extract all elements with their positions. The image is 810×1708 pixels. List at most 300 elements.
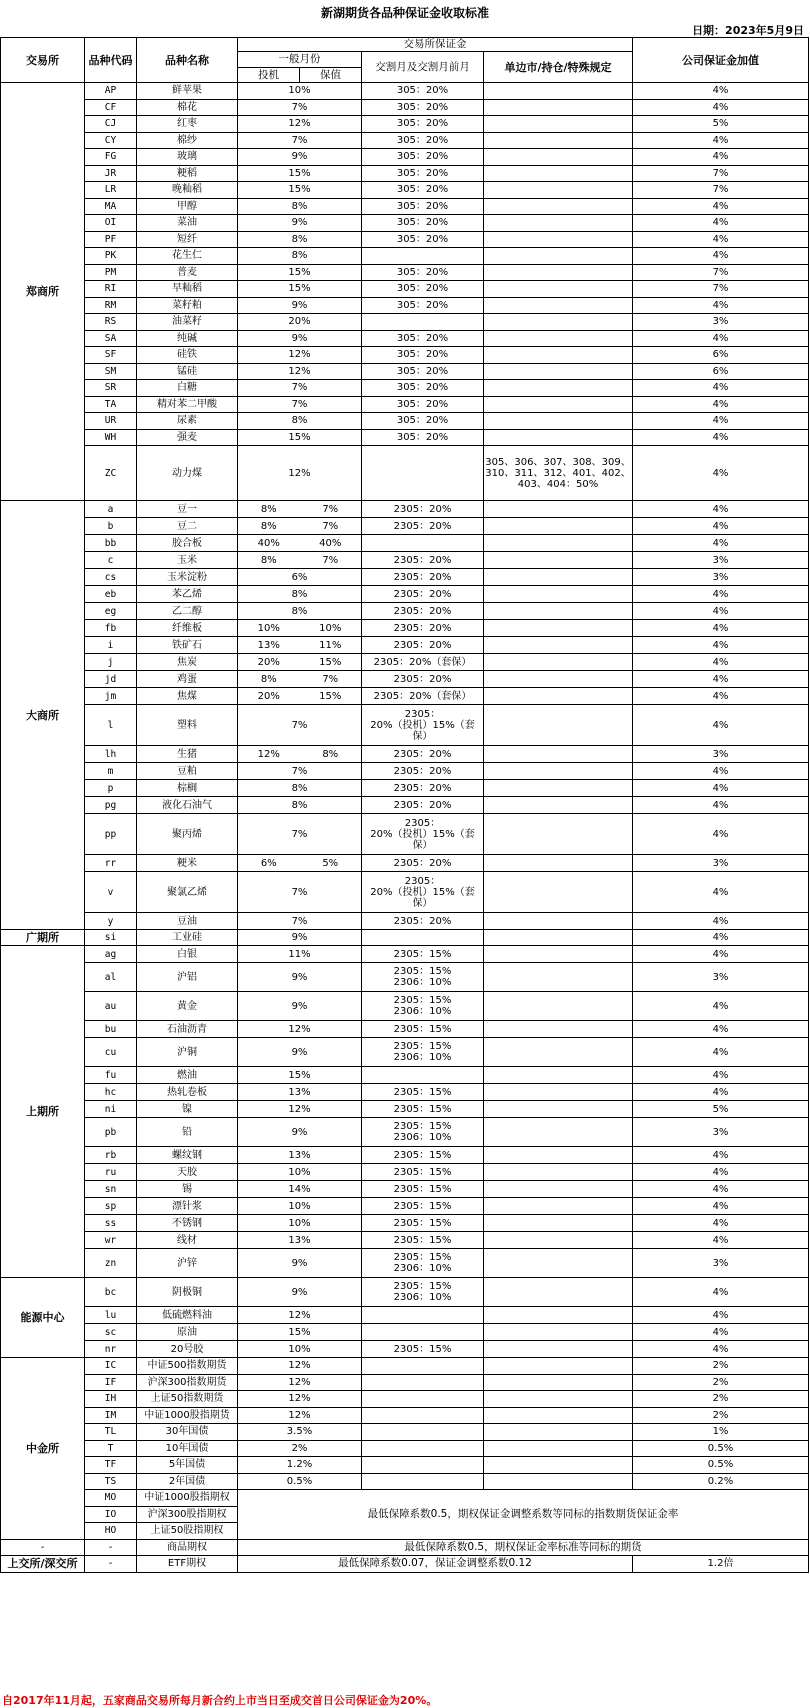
company-add-cell: 4% bbox=[633, 620, 809, 637]
general-margin-cell: 1.2% bbox=[238, 1457, 362, 1474]
exchange-cell: - bbox=[1, 1539, 85, 1556]
delivery-margin-cell: 2305： 20%（投机）15%（套保） bbox=[362, 814, 484, 855]
general-margin-cell: 13% bbox=[238, 1147, 362, 1164]
special-cell bbox=[484, 586, 633, 603]
special-cell bbox=[484, 1440, 633, 1457]
table-row bbox=[1, 1424, 809, 1441]
table-row bbox=[1, 501, 809, 518]
special-cell bbox=[484, 746, 633, 763]
special-cell bbox=[484, 1198, 633, 1215]
general-margin-cell: 15% bbox=[238, 1324, 362, 1341]
special-cell bbox=[484, 297, 633, 314]
delivery-margin-cell: 2305：15% bbox=[362, 1147, 484, 1164]
special-cell bbox=[484, 1164, 633, 1181]
table-row bbox=[1, 363, 809, 380]
delivery-margin-cell: 2305：20% bbox=[362, 913, 484, 930]
table-row bbox=[1, 413, 809, 430]
options-note-cell: 最低保障系数0.5，期权保证金率标准等同标的期货 bbox=[238, 1539, 809, 1556]
name-cell: 玉米 bbox=[137, 552, 238, 569]
company-add-cell: 4% bbox=[633, 1278, 809, 1307]
code-cell: MA bbox=[85, 198, 137, 215]
special-cell bbox=[484, 149, 633, 166]
special-cell bbox=[484, 198, 633, 215]
general-margin-cell: 9% bbox=[238, 1038, 362, 1067]
code-cell: au bbox=[85, 992, 137, 1021]
company-add-cell: 4% bbox=[633, 637, 809, 654]
code-cell: wr bbox=[85, 1232, 137, 1249]
delivery-margin-cell: 2305：15% bbox=[362, 1198, 484, 1215]
header-delivery-month: 交割月及交割月前月 bbox=[362, 52, 484, 83]
general-margin-cell: 10% bbox=[238, 1341, 362, 1358]
delivery-margin-cell bbox=[362, 314, 484, 331]
name-cell: 上证50指数期货 bbox=[137, 1391, 238, 1408]
header-exchange-margin: 交易所保证金 bbox=[238, 38, 633, 52]
code-cell: nr bbox=[85, 1341, 137, 1358]
delivery-margin-cell bbox=[362, 1324, 484, 1341]
name-cell: 铁矿石 bbox=[137, 637, 238, 654]
header-company-add: 公司保证金加值 bbox=[633, 38, 809, 83]
code-cell: TL bbox=[85, 1424, 137, 1441]
table-row bbox=[1, 1249, 809, 1278]
delivery-margin-cell bbox=[362, 1358, 484, 1375]
special-cell bbox=[484, 535, 633, 552]
table-row bbox=[1, 603, 809, 620]
company-add-cell: 4% bbox=[633, 1232, 809, 1249]
name-cell: 原油 bbox=[137, 1324, 238, 1341]
table-row bbox=[1, 913, 809, 930]
name-cell: 黄金 bbox=[137, 992, 238, 1021]
special-cell bbox=[484, 913, 633, 930]
delivery-margin-cell: 2305：15% bbox=[362, 1164, 484, 1181]
name-cell: 商品期权 bbox=[137, 1539, 238, 1556]
special-cell bbox=[484, 99, 633, 116]
name-cell: 热轧卷板 bbox=[137, 1084, 238, 1101]
delivery-margin-cell bbox=[362, 1391, 484, 1408]
special-cell bbox=[484, 182, 633, 199]
code-cell: y bbox=[85, 913, 137, 930]
company-add-cell: 0.5% bbox=[633, 1457, 809, 1474]
special-cell bbox=[484, 814, 633, 855]
code-cell: p bbox=[85, 780, 137, 797]
code-cell: RS bbox=[85, 314, 137, 331]
table-row bbox=[1, 946, 809, 963]
table-row bbox=[1, 1021, 809, 1038]
special-cell bbox=[484, 963, 633, 992]
general-margin-cell: 8% bbox=[238, 231, 362, 248]
hedge-margin-cell: 15% bbox=[300, 654, 362, 671]
delivery-margin-cell: 305：20% bbox=[362, 198, 484, 215]
code-cell: IM bbox=[85, 1407, 137, 1424]
code-cell: m bbox=[85, 763, 137, 780]
general-margin-cell: 12% bbox=[238, 116, 362, 133]
special-cell bbox=[484, 946, 633, 963]
table-row bbox=[1, 1556, 809, 1573]
company-add-cell: 4% bbox=[633, 1198, 809, 1215]
table-row bbox=[1, 99, 809, 116]
margin-table-body bbox=[1, 83, 809, 1573]
name-cell: 沪铝 bbox=[137, 963, 238, 992]
name-cell: 豆二 bbox=[137, 518, 238, 535]
delivery-margin-cell bbox=[362, 1457, 484, 1474]
special-cell bbox=[484, 603, 633, 620]
spec-margin-cell: 12% bbox=[238, 746, 300, 763]
name-cell: 中证1000股指期货 bbox=[137, 1407, 238, 1424]
delivery-margin-cell: 2305：15% bbox=[362, 1021, 484, 1038]
name-cell: 沪锌 bbox=[137, 1249, 238, 1278]
general-margin-cell: 7% bbox=[238, 814, 362, 855]
name-cell: 普麦 bbox=[137, 264, 238, 281]
general-margin-cell: 8% bbox=[238, 248, 362, 265]
name-cell: 上证50股指期权 bbox=[137, 1523, 238, 1540]
delivery-margin-cell: 2305：15% 2306：10% bbox=[362, 992, 484, 1021]
code-cell: l bbox=[85, 705, 137, 746]
special-cell bbox=[484, 1424, 633, 1441]
delivery-margin-cell: 2305：20% bbox=[362, 797, 484, 814]
code-cell: rb bbox=[85, 1147, 137, 1164]
company-add-cell: 4% bbox=[633, 705, 809, 746]
hedge-margin-cell: 7% bbox=[300, 552, 362, 569]
general-margin-cell: 7% bbox=[238, 396, 362, 413]
name-cell: 乙二醇 bbox=[137, 603, 238, 620]
table-row bbox=[1, 1407, 809, 1424]
name-cell: 焦煤 bbox=[137, 688, 238, 705]
name-cell: 工业硅 bbox=[137, 930, 238, 946]
exchange-cell: 上期所 bbox=[1, 946, 85, 1278]
special-cell bbox=[484, 1118, 633, 1147]
code-cell: WH bbox=[85, 429, 137, 446]
code-cell: sp bbox=[85, 1198, 137, 1215]
code-cell: a bbox=[85, 501, 137, 518]
general-margin-cell: 15% bbox=[238, 264, 362, 281]
table-row bbox=[1, 797, 809, 814]
company-add-cell: 2% bbox=[633, 1391, 809, 1408]
company-add-cell: 4% bbox=[633, 992, 809, 1021]
name-cell: 沪深300指数期货 bbox=[137, 1374, 238, 1391]
name-cell: 天胶 bbox=[137, 1164, 238, 1181]
special-cell bbox=[484, 1278, 633, 1307]
special-cell bbox=[484, 83, 633, 100]
special-cell bbox=[484, 264, 633, 281]
company-add-cell: 0.2% bbox=[633, 1473, 809, 1490]
general-margin-cell: 14% bbox=[238, 1181, 362, 1198]
general-margin-cell: 8% bbox=[238, 198, 362, 215]
general-margin-cell: 3.5% bbox=[238, 1424, 362, 1441]
company-add-cell: 4% bbox=[633, 535, 809, 552]
code-cell: v bbox=[85, 872, 137, 913]
code-cell: - bbox=[85, 1539, 137, 1556]
table-row bbox=[1, 281, 809, 298]
special-cell bbox=[484, 688, 633, 705]
company-add-cell: 4% bbox=[633, 1215, 809, 1232]
company-add-cell: 4% bbox=[633, 1038, 809, 1067]
table-row bbox=[1, 1118, 809, 1147]
table-row bbox=[1, 1539, 809, 1556]
general-margin-cell: 7% bbox=[238, 763, 362, 780]
company-add-cell: 3% bbox=[633, 569, 809, 586]
general-margin-cell: 7% bbox=[238, 872, 362, 913]
general-margin-cell: 9% bbox=[238, 1278, 362, 1307]
delivery-margin-cell: 2305： 20%（投机）15%（套保） bbox=[362, 872, 484, 913]
exchange-cell: 郑商所 bbox=[1, 83, 85, 501]
hedge-margin-cell: 7% bbox=[300, 518, 362, 535]
company-add-cell: 4% bbox=[633, 780, 809, 797]
company-add-cell: 4% bbox=[633, 396, 809, 413]
company-add-cell: 4% bbox=[633, 413, 809, 430]
general-margin-cell: 12% bbox=[238, 1407, 362, 1424]
general-margin-cell: 9% bbox=[238, 297, 362, 314]
general-margin-cell: 7% bbox=[238, 99, 362, 116]
name-cell: 白糖 bbox=[137, 380, 238, 397]
code-cell: sc bbox=[85, 1324, 137, 1341]
delivery-margin-cell: 305：20% bbox=[362, 380, 484, 397]
code-cell: rr bbox=[85, 855, 137, 872]
special-cell bbox=[484, 231, 633, 248]
code-cell: JR bbox=[85, 165, 137, 182]
code-cell: cu bbox=[85, 1038, 137, 1067]
code-cell: lh bbox=[85, 746, 137, 763]
company-add-cell: 7% bbox=[633, 182, 809, 199]
code-cell: hc bbox=[85, 1084, 137, 1101]
code-cell: PF bbox=[85, 231, 137, 248]
spec-margin-cell: 8% bbox=[238, 552, 300, 569]
company-add-cell: 7% bbox=[633, 264, 809, 281]
code-cell: SR bbox=[85, 380, 137, 397]
code-cell: fb bbox=[85, 620, 137, 637]
code-cell: TF bbox=[85, 1457, 137, 1474]
special-cell bbox=[484, 1324, 633, 1341]
special-cell bbox=[484, 1232, 633, 1249]
code-cell: SA bbox=[85, 330, 137, 347]
general-margin-cell: 7% bbox=[238, 380, 362, 397]
table-row bbox=[1, 1341, 809, 1358]
special-cell: 305、306、307、308、309、310、311、312、401、402、403、404：50% bbox=[484, 446, 633, 501]
table-row bbox=[1, 763, 809, 780]
table-row bbox=[1, 1358, 809, 1375]
hedge-margin-cell: 7% bbox=[300, 501, 362, 518]
name-cell: 中证1000股指期权 bbox=[137, 1490, 238, 1507]
table-row bbox=[1, 1440, 809, 1457]
company-add-cell: 4% bbox=[633, 446, 809, 501]
special-cell bbox=[484, 872, 633, 913]
delivery-margin-cell: 2305：15% bbox=[362, 1232, 484, 1249]
name-cell: 漂针浆 bbox=[137, 1198, 238, 1215]
name-cell: 强麦 bbox=[137, 429, 238, 446]
general-margin-cell: 7% bbox=[238, 705, 362, 746]
company-add-cell: 4% bbox=[633, 297, 809, 314]
company-add-cell: 4% bbox=[633, 198, 809, 215]
code-cell: b bbox=[85, 518, 137, 535]
general-margin-cell: 8% bbox=[238, 603, 362, 620]
name-cell: 玉米淀粉 bbox=[137, 569, 238, 586]
table-row bbox=[1, 688, 809, 705]
table-row bbox=[1, 380, 809, 397]
delivery-margin-cell: 2305：15% 2306：10% bbox=[362, 1118, 484, 1147]
table-row bbox=[1, 231, 809, 248]
general-margin-cell: 9% bbox=[238, 930, 362, 946]
code-cell: bb bbox=[85, 535, 137, 552]
code-cell: eg bbox=[85, 603, 137, 620]
name-cell: 5年国债 bbox=[137, 1457, 238, 1474]
name-cell: 不锈钢 bbox=[137, 1215, 238, 1232]
company-add-cell: 4% bbox=[633, 586, 809, 603]
code-cell: SF bbox=[85, 347, 137, 364]
delivery-margin-cell bbox=[362, 1307, 484, 1324]
general-margin-cell: 12% bbox=[238, 446, 362, 501]
spec-margin-cell: 20% bbox=[238, 654, 300, 671]
name-cell: 铅 bbox=[137, 1118, 238, 1147]
delivery-margin-cell: 305：20% bbox=[362, 83, 484, 100]
special-cell bbox=[484, 314, 633, 331]
name-cell: 生猪 bbox=[137, 746, 238, 763]
special-cell bbox=[484, 1181, 633, 1198]
table-row bbox=[1, 1038, 809, 1067]
special-cell bbox=[484, 930, 633, 946]
general-margin-cell: 12% bbox=[238, 363, 362, 380]
name-cell: 菜油 bbox=[137, 215, 238, 232]
name-cell: 棕榈 bbox=[137, 780, 238, 797]
table-row bbox=[1, 396, 809, 413]
general-margin-cell: 13% bbox=[238, 1232, 362, 1249]
table-row bbox=[1, 705, 809, 746]
table-row bbox=[1, 182, 809, 199]
special-cell bbox=[484, 637, 633, 654]
delivery-margin-cell: 2305：20% bbox=[362, 671, 484, 688]
delivery-margin-cell: 2305：15% 2306：10% bbox=[362, 1249, 484, 1278]
code-cell: RM bbox=[85, 297, 137, 314]
special-cell bbox=[484, 380, 633, 397]
special-cell bbox=[484, 363, 633, 380]
table-row bbox=[1, 872, 809, 913]
delivery-margin-cell: 2305：20%（套保） bbox=[362, 688, 484, 705]
general-margin-cell: 15% bbox=[238, 429, 362, 446]
delivery-margin-cell: 2305：15% 2306：10% bbox=[362, 1038, 484, 1067]
company-add-cell: 3% bbox=[633, 314, 809, 331]
code-cell: ni bbox=[85, 1101, 137, 1118]
company-add-cell: 4% bbox=[633, 99, 809, 116]
code-cell: pb bbox=[85, 1118, 137, 1147]
code-cell: jd bbox=[85, 671, 137, 688]
code-cell: lu bbox=[85, 1307, 137, 1324]
name-cell: 鲜苹果 bbox=[137, 83, 238, 100]
name-cell: 聚氯乙烯 bbox=[137, 872, 238, 913]
delivery-margin-cell: 2305：15% 2306：10% bbox=[362, 1278, 484, 1307]
delivery-margin-cell bbox=[362, 446, 484, 501]
company-add-cell: 1% bbox=[633, 1424, 809, 1441]
general-margin-cell: 9% bbox=[238, 992, 362, 1021]
name-cell: 油菜籽 bbox=[137, 314, 238, 331]
special-cell bbox=[484, 671, 633, 688]
code-cell: SM bbox=[85, 363, 137, 380]
delivery-margin-cell: 2305：20% bbox=[362, 763, 484, 780]
code-cell: i bbox=[85, 637, 137, 654]
code-cell: AP bbox=[85, 83, 137, 100]
delivery-margin-cell: 2305：15% bbox=[362, 1101, 484, 1118]
name-cell: 甲醇 bbox=[137, 198, 238, 215]
company-add-cell: 4% bbox=[633, 913, 809, 930]
general-margin-cell: 10% bbox=[238, 1198, 362, 1215]
company-add-cell: 4% bbox=[633, 132, 809, 149]
general-margin-cell: 7% bbox=[238, 132, 362, 149]
spec-margin-cell: 13% bbox=[238, 637, 300, 654]
table-row bbox=[1, 1490, 809, 1507]
name-cell: 精对苯二甲酸 bbox=[137, 396, 238, 413]
company-add-cell: 4% bbox=[633, 1147, 809, 1164]
name-cell: 粳稻 bbox=[137, 165, 238, 182]
special-cell bbox=[484, 763, 633, 780]
special-cell bbox=[484, 1215, 633, 1232]
code-cell: HO bbox=[85, 1523, 137, 1540]
company-add-cell: 4% bbox=[633, 231, 809, 248]
code-cell: IF bbox=[85, 1374, 137, 1391]
general-margin-cell: 12% bbox=[238, 1358, 362, 1375]
code-cell: ag bbox=[85, 946, 137, 963]
general-margin-cell: 12% bbox=[238, 1391, 362, 1408]
code-cell: T bbox=[85, 1440, 137, 1457]
table-row bbox=[1, 116, 809, 133]
special-cell bbox=[484, 165, 633, 182]
special-cell bbox=[484, 780, 633, 797]
spec-margin-cell: 8% bbox=[238, 501, 300, 518]
special-cell bbox=[484, 413, 633, 430]
name-cell: 尿素 bbox=[137, 413, 238, 430]
code-cell: TA bbox=[85, 396, 137, 413]
spec-margin-cell: 8% bbox=[238, 518, 300, 535]
header-hedge: 保值 bbox=[300, 68, 362, 83]
table-row bbox=[1, 654, 809, 671]
table-row bbox=[1, 671, 809, 688]
general-margin-cell: 8% bbox=[238, 797, 362, 814]
general-margin-cell: 20% bbox=[238, 314, 362, 331]
table-row bbox=[1, 992, 809, 1021]
name-cell: 豆粕 bbox=[137, 763, 238, 780]
special-cell bbox=[484, 552, 633, 569]
company-add-cell: 4% bbox=[633, 797, 809, 814]
company-add-cell: 4% bbox=[633, 930, 809, 946]
general-margin-cell: 15% bbox=[238, 182, 362, 199]
general-margin-cell: 15% bbox=[238, 1067, 362, 1084]
general-margin-cell: 12% bbox=[238, 1101, 362, 1118]
special-cell bbox=[484, 116, 633, 133]
name-cell: 早籼稻 bbox=[137, 281, 238, 298]
table-row bbox=[1, 637, 809, 654]
code-cell: bu bbox=[85, 1021, 137, 1038]
table-row bbox=[1, 1232, 809, 1249]
table-row bbox=[1, 198, 809, 215]
table-row bbox=[1, 1164, 809, 1181]
company-add-cell: 4% bbox=[633, 1324, 809, 1341]
name-cell: 胶合板 bbox=[137, 535, 238, 552]
table-row bbox=[1, 83, 809, 100]
code-cell: RI bbox=[85, 281, 137, 298]
general-margin-cell: 11% bbox=[238, 946, 362, 963]
delivery-margin-cell: 2305： 20%（投机）15%（套保） bbox=[362, 705, 484, 746]
code-cell: OI bbox=[85, 215, 137, 232]
code-cell: - bbox=[85, 1556, 137, 1573]
table-row bbox=[1, 535, 809, 552]
delivery-margin-cell: 2305：20%（套保） bbox=[362, 654, 484, 671]
special-cell bbox=[484, 429, 633, 446]
table-row bbox=[1, 330, 809, 347]
company-add-cell: 3% bbox=[633, 963, 809, 992]
company-add-cell: 4% bbox=[633, 671, 809, 688]
name-cell: 中证500指数期货 bbox=[137, 1358, 238, 1375]
hedge-margin-cell: 5% bbox=[300, 855, 362, 872]
delivery-margin-cell: 2305：15% bbox=[362, 1181, 484, 1198]
exchange-cell: 大商所 bbox=[1, 501, 85, 930]
delivery-margin-cell: 305：20% bbox=[362, 297, 484, 314]
hedge-margin-cell: 8% bbox=[300, 746, 362, 763]
name-cell: 10年国债 bbox=[137, 1440, 238, 1457]
